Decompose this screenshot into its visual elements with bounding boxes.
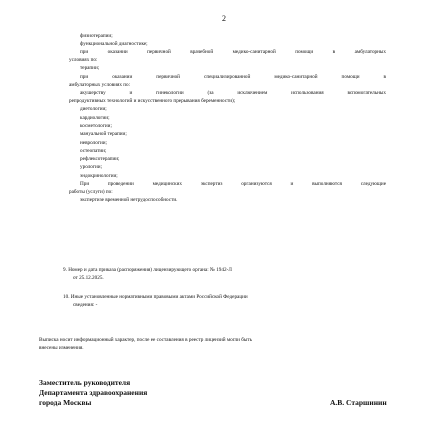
list-line: при оказании первичной специализированной медико-санитарной помощи в: [80, 74, 386, 80]
list-line: амбулаторных условиях по:: [69, 82, 131, 88]
list-line: диетологии;: [80, 106, 107, 112]
notice-line: Выписка носит информационный характер, после ее составления в реестр лицензий могли быть: [39, 337, 252, 343]
list-line: мануальной терапии;: [80, 131, 127, 137]
list-line: репродуктивных технологий и искусственного прерывания беременности);: [69, 98, 236, 104]
other-info-value: сведения: -: [73, 302, 98, 308]
signer-city: города Москвы: [39, 398, 92, 407]
list-line: урологии;: [80, 164, 103, 170]
list-line: экспертизе временной нетрудоспособности.: [80, 197, 178, 203]
list-line: при оказании первичной врачебной медико-санитарной помощи в амбулаторных: [80, 49, 386, 55]
list-line: условиях по:: [69, 57, 98, 63]
signer-title: Заместитель руководителя: [39, 378, 131, 387]
list-line: физиотерапии;: [80, 33, 113, 39]
order-date: от 25.12.2025.: [73, 275, 104, 281]
list-line: неврологии;: [80, 140, 107, 146]
list-line: кардиологии;: [80, 115, 110, 121]
list-line: косметологии;: [80, 123, 112, 129]
list-line: остеопатии;: [80, 148, 107, 154]
page-number: 2: [222, 14, 226, 23]
other-info-line: 10. Иные установленные нормативными правовыми актами Российской Федерации: [63, 294, 248, 300]
order-number-line: 9. Номер и дата приказа (распоряжения) лицензирующего органа: № 1942-Л: [63, 267, 232, 273]
list-line: работы (услуги) по:: [69, 189, 113, 195]
list-line: рефлексотерапии;: [80, 156, 120, 162]
list-line: При проведении медицинских экспертиз организуются и выполняются следующие: [80, 181, 386, 187]
list-line: функциональной диагностике;: [80, 41, 148, 47]
list-line: акушерству и гинекологии (за исключением использования вспомогательных: [80, 90, 386, 96]
list-line: терапии;: [80, 65, 100, 71]
list-line: эндокринологии;: [80, 173, 118, 179]
signer-department: Департамента здравоохранения: [39, 388, 148, 397]
signer-name: А.В. Старшинин: [330, 398, 387, 407]
notice-line: внесены изменения.: [39, 345, 84, 351]
